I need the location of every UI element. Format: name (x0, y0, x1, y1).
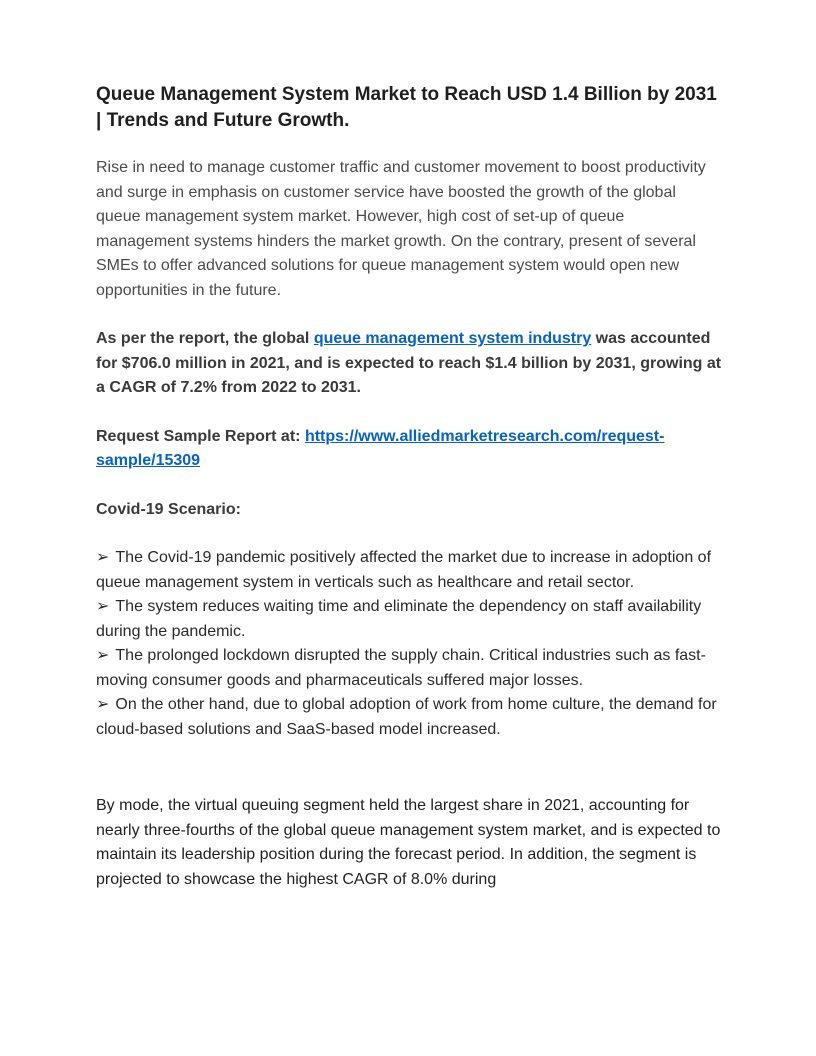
arrow-bullet-icon: ➢ (96, 549, 110, 566)
bullet-text: On the other hand, due to global adoption of work from home culture, the demand for cloud-based solutions and SaaS-based model increased. (96, 696, 717, 738)
mode-paragraph: By mode, the virtual queuing segment held the largest share in 2021, accounting for nearly three-fourths of the global queue management system market, and is expected to maintain its leadership position during the forecast period. In addition, the segment is projected to showcase the highest CAGR of 8.0% during (96, 797, 721, 888)
sample-label: Request Sample Report at: (96, 427, 305, 445)
covid-bullet-3 (96, 644, 722, 693)
report-paragraph (96, 327, 722, 401)
report-suffix: was accounted for $706.0 million in 2021, and is expected to reach $1.4 billion by 2031, growing at a CAGR of 7.2% from 2022 to 2031. (96, 330, 722, 396)
sample-report-link[interactable]: https://www.alliedmarketresearch.com/request-sample/15309 (96, 427, 665, 469)
arrow-bullet-icon: ➢ (96, 598, 110, 615)
covid-bullet-2 (96, 595, 722, 644)
bullet-text: The system reduces waiting time and eliminate the dependency on staff availability during the pandemic. (96, 598, 702, 640)
bullet-text: The Covid-19 pandemic positively affected the market due to increase in adoption of queue management system in verticals such as healthcare and retail sector. (96, 549, 712, 591)
arrow-bullet-icon: ➢ (96, 696, 110, 713)
sample-request-paragraph (96, 425, 722, 474)
document-page (96, 82, 722, 892)
intro-paragraph: Rise in need to manage customer traffic and customer movement to boost productivity and surge in emphasis on customer service have boosted the growth of the global queue management system market. However, high cost of set-up of queue management systems hinders the market growth. On the contrary, present of several SMEs to offer advanced solutions for queue management system would open new opportunities in the future. (96, 159, 706, 299)
covid-bullet-4 (96, 693, 722, 742)
arrow-bullet-icon: ➢ (96, 647, 110, 664)
article-title: Queue Management System Market to Reach USD 1.4 Billion by 2031 | Trends and Future Growth. (96, 84, 717, 131)
covid-bullet-list (96, 546, 722, 742)
industry-report-link[interactable]: queue management system industry (313, 330, 592, 347)
covid-heading: Covid-19 Scenario: (96, 500, 241, 518)
covid-bullet-1 (96, 546, 722, 595)
bullet-text: The prolonged lockdown disrupted the supply chain. Critical industries such as fast-moving consumer goods and pharmaceuticals suffered major losses. (96, 647, 706, 689)
report-prefix: As per the report, the global (96, 330, 314, 347)
